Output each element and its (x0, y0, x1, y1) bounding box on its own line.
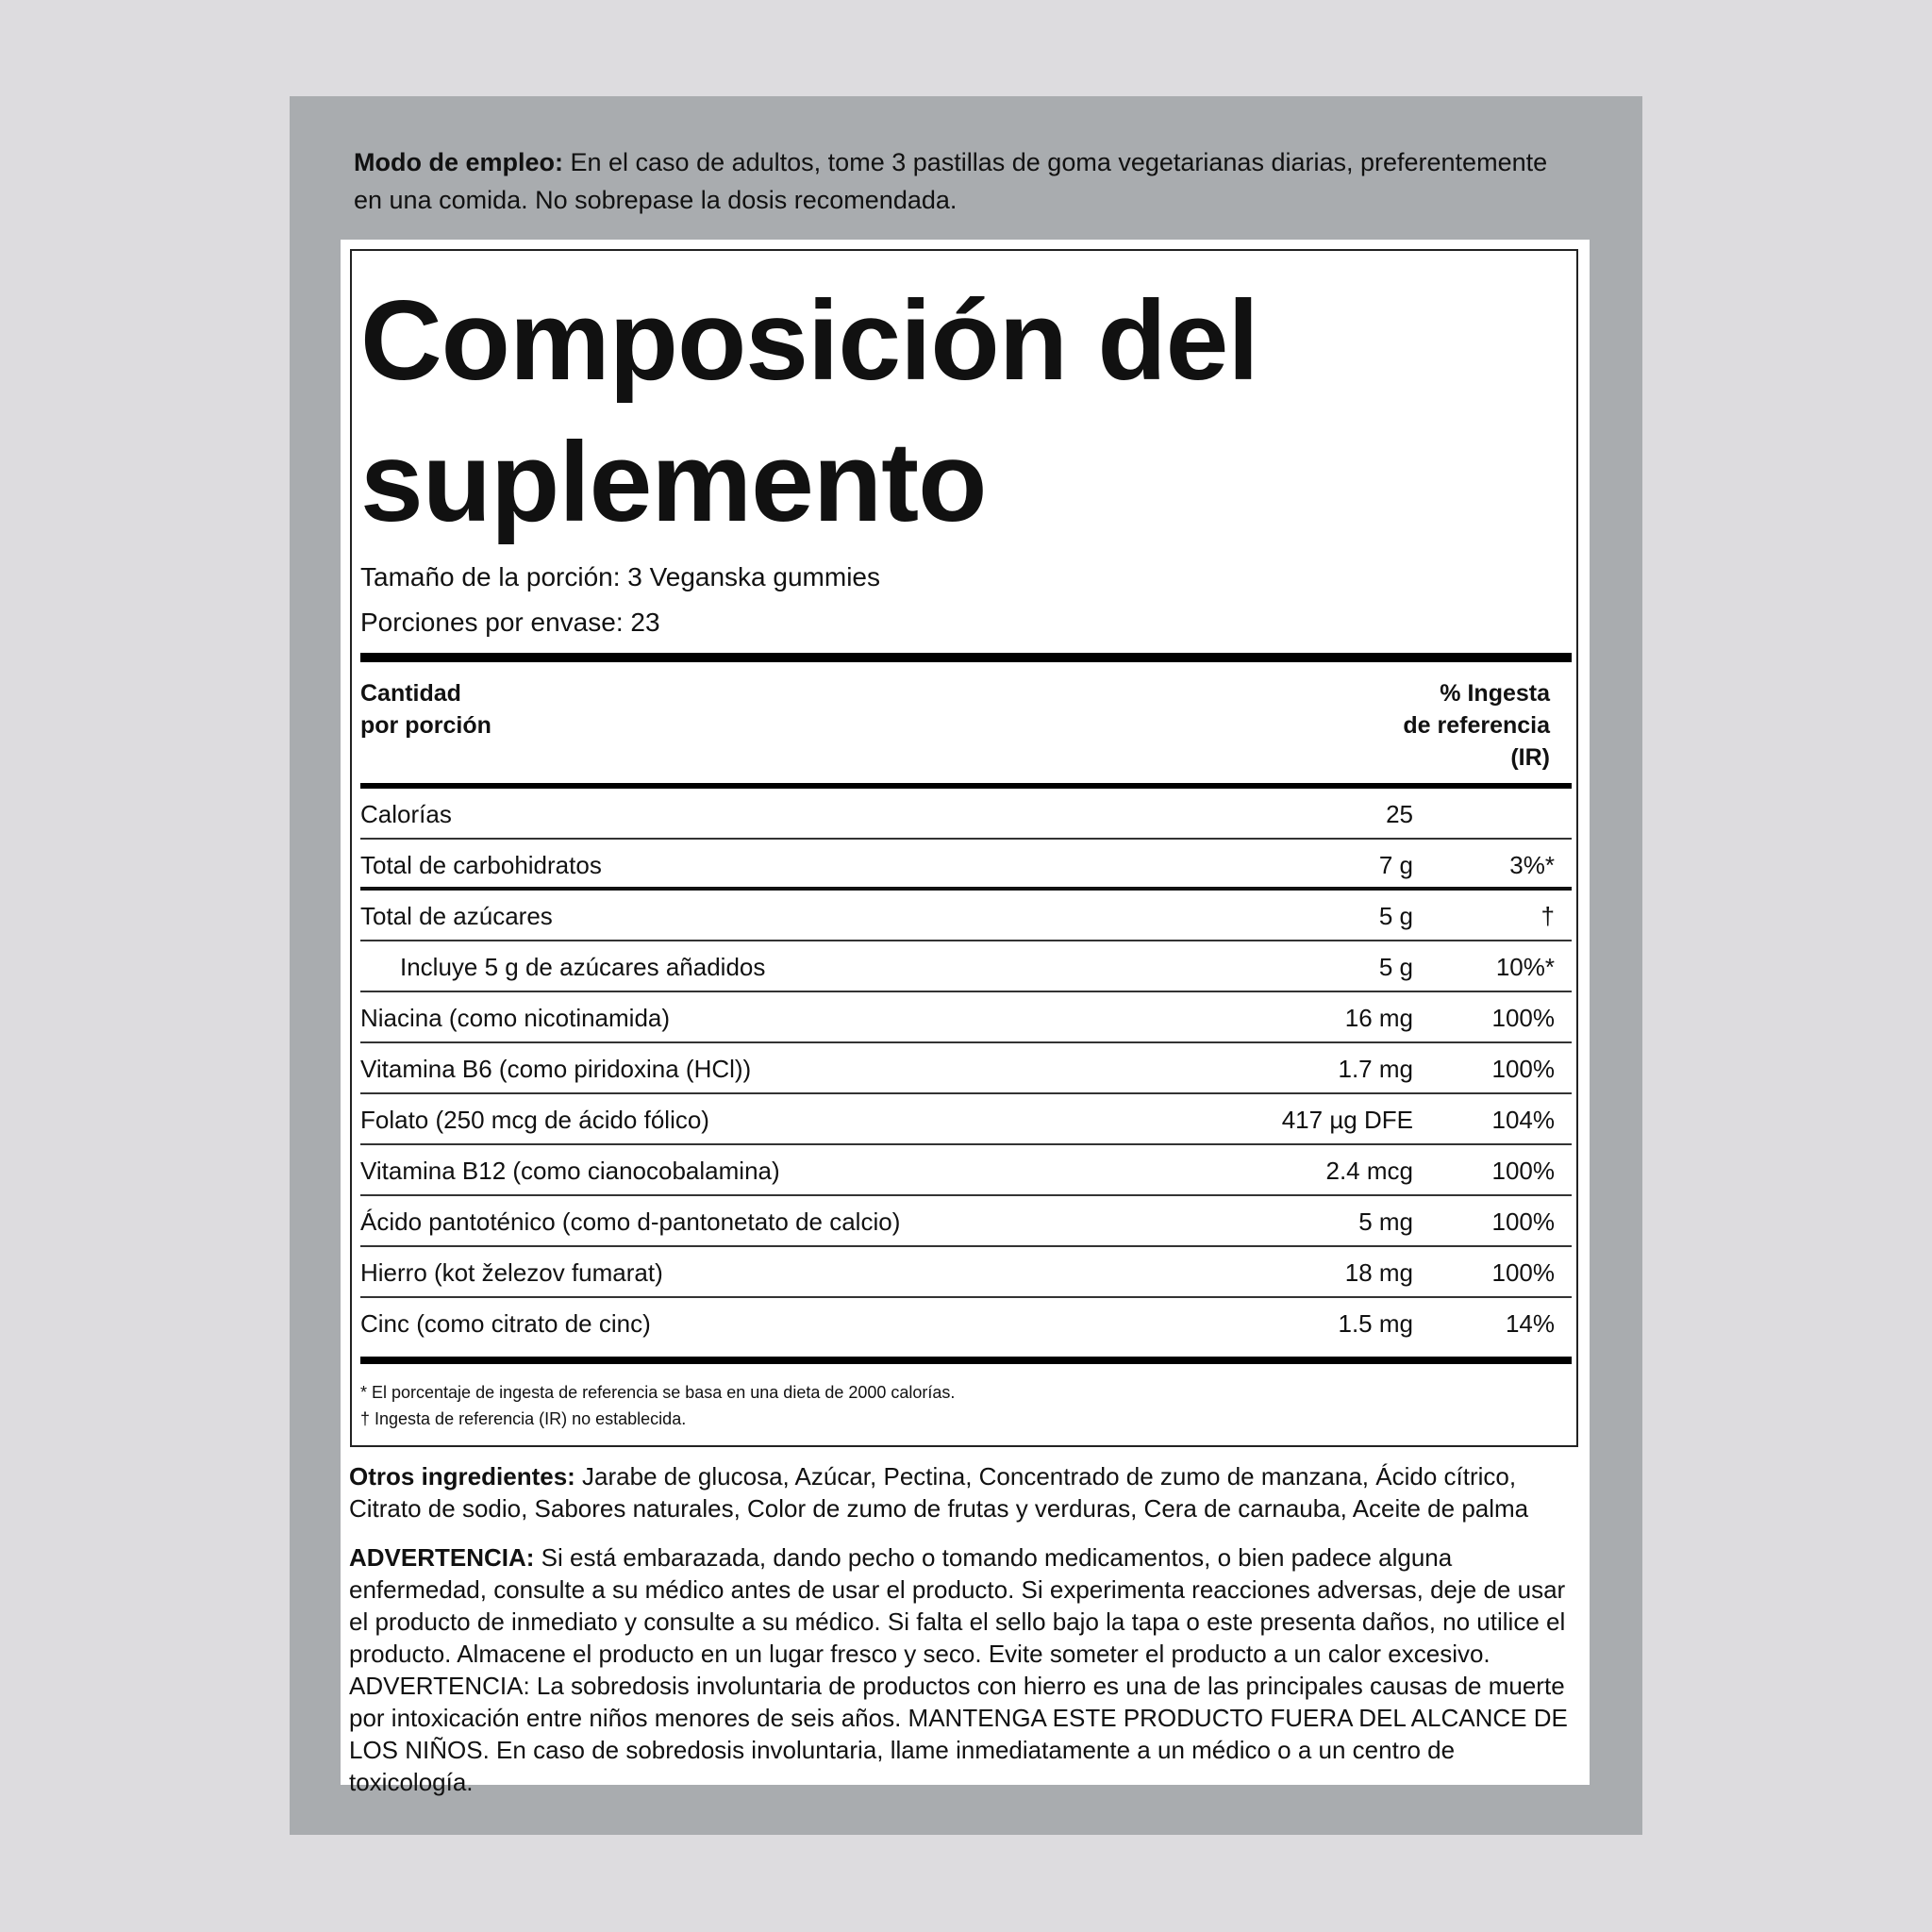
table-row: Total de azúcares 5 g † (360, 891, 1572, 941)
header-reference-intake (1403, 677, 1550, 774)
table-row: Cinc (como citrato de cinc) 1.5 mg 14% (360, 1309, 1555, 1338)
other-ingredients (349, 1460, 1585, 1524)
directions (354, 143, 1580, 219)
warning (349, 1541, 1585, 1798)
footnote-not-established: † Ingesta de referencia (IR) no establecida. (360, 1409, 687, 1428)
header-right-line2: de referencia (1403, 712, 1550, 739)
footnote-reference-intake: * El porcentaje de ingesta de referencia se basa en una dieta de 2000 calorías. (360, 1383, 956, 1402)
table-row: Vitamina B12 (como cianocobalamina) 2.4 mcg 100% (360, 1145, 1572, 1196)
header-left-line2: por porción (360, 712, 491, 739)
header-right-line1: % Ingesta (1440, 680, 1550, 707)
directions-label: Modo de empleo: (354, 148, 563, 176)
supplement-facts-box (350, 249, 1578, 1447)
table-row: Hierro (kot železov fumarat) 18 mg 100% (360, 1247, 1572, 1298)
facts-title (360, 270, 1577, 553)
warning-text: Si está embarazada, dando pecho o tomando medicamentos, o bien padece alguna enfermedad, consulte a su médico antes de usar el producto. Si experimenta reacciones adversas, deje de usar el producto de inmediato y consulte a su médico. Si falta el sello bajo la tapa o este presenta daños, no utilice el producto. Almacene el producto en un lugar fresco y seco. Evite someter el producto a un calor excesivo. ADVERTENCIA: La sobredosis involuntaria de productos con hierro es una de las principales causas de muerte por intoxicación entre niños menores de seis años. MANTENGA ESTE PRODUCTO FUERA DEL ALCANCE DE LOS NIÑOS. En caso de sobredosis involuntaria, llame inmediatamente a un médico o a un centro de toxicología. (349, 1543, 1568, 1796)
facts-title-line2: suplemento (360, 419, 987, 545)
table-row: Vitamina B6 (como piridoxina (HCl)) 1.7 mg 100% (360, 1043, 1572, 1094)
warning-label: ADVERTENCIA: (349, 1543, 535, 1572)
table-row: Incluye 5 g de azúcares añadidos 5 g 10%* (360, 941, 1572, 992)
facts-title-line1: Composición del (360, 277, 1258, 404)
header-amount-per-serving (360, 677, 491, 741)
table-row: Ácido pantoténico (como d-pantonetato de calcio) 5 mg 100% (360, 1196, 1572, 1247)
label-body (341, 240, 1590, 1796)
header-left-line1: Cantidad (360, 680, 461, 707)
heavy-rule-bottom (360, 1357, 1572, 1364)
serving-size: Tamaño de la porción: 3 Veganska gummies (360, 562, 880, 591)
label-panel (290, 96, 1642, 1835)
table-row: Folato (250 mcg de ácido fólico) 417 µg DFE 104% (360, 1094, 1572, 1145)
table-row: Niacina (como nicotinamida) 16 mg 100% (360, 992, 1572, 1043)
servings-per-container: Porciones por envase: 23 (360, 608, 660, 637)
table-row: Total de carbohidratos 7 g 3%* (360, 840, 1572, 891)
table-row: Calorías 25 (360, 789, 1572, 840)
heavy-rule-top (360, 653, 1572, 662)
other-ingredients-text: Jarabe de glucosa, Azúcar, Pectina, Concentrado de zumo de manzana, Ácido cítrico, Citrato de sodio, Sabores naturales, Color de zumo de frutas y verduras, Cera de carnauba, Aceite de palma (349, 1462, 1529, 1523)
other-ingredients-label: Otros ingredientes: (349, 1462, 575, 1491)
nutrient-table (360, 789, 1572, 1349)
header-right-line3: (IR) (1510, 744, 1550, 771)
directions-text: En el caso de adultos, tome 3 pastillas de goma vegetarianas diarias, preferentemente en una comida. No sobrepase la dosis recomendada. (354, 148, 1548, 214)
